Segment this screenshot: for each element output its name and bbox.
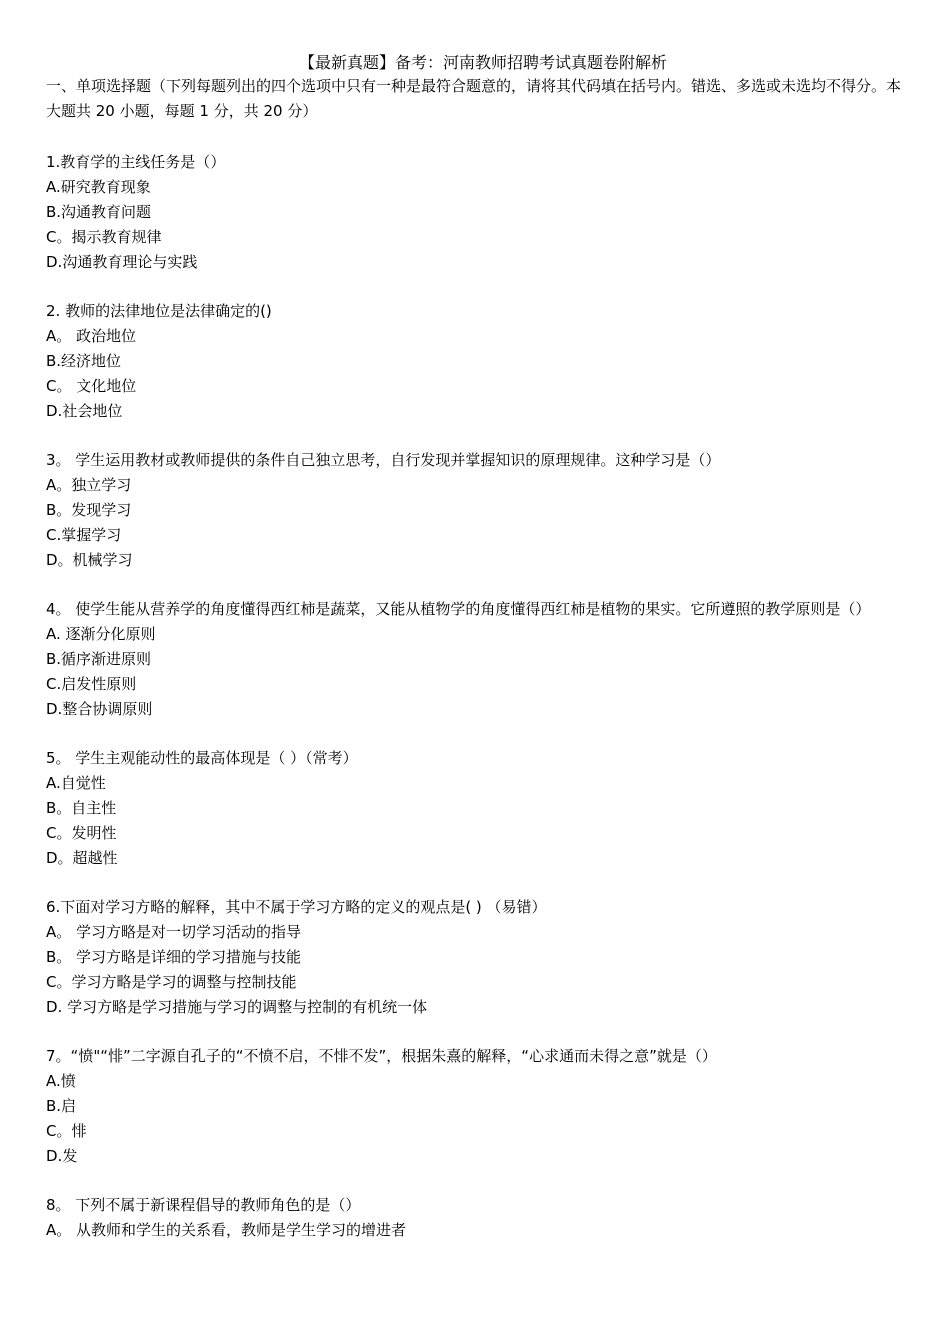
question-text: 6.下面对学习方略的解释，其中不属于学习方略的定义的观点是( ) （易错） xyxy=(46,898,547,916)
option-b: B.经济地位 xyxy=(46,352,122,370)
question-7 xyxy=(46,1044,906,1169)
option-c: C。 文化地位 xyxy=(46,377,137,395)
option-d: D.发 xyxy=(46,1147,78,1165)
question-5 xyxy=(46,746,906,871)
option-a: A。 从教师和学生的关系看，教师是学生学习的增进者 xyxy=(46,1221,407,1239)
option-a: A.自觉性 xyxy=(46,774,106,792)
question-text: 5。 学生主观能动性的最高体现是（ ）（常考） xyxy=(46,749,358,767)
question-2 xyxy=(46,299,906,424)
document-title: 【最新真题】备考：河南教师招聘考试真题卷附解析 xyxy=(298,53,667,72)
option-a: A. 逐渐分化原则 xyxy=(46,625,156,643)
option-d: D.沟通教育理论与实践 xyxy=(46,253,198,271)
option-d: D。机械学习 xyxy=(46,551,133,569)
question-text: 1.教育学的主线任务是（） xyxy=(46,153,226,171)
option-c: C.启发性原则 xyxy=(46,675,137,693)
option-b: B。发现学习 xyxy=(46,501,132,519)
option-b: B.沟通教育问题 xyxy=(46,203,152,221)
document-page xyxy=(46,52,906,1243)
option-b: B。 学习方略是详细的学习措施与技能 xyxy=(46,948,302,966)
question-text: 7。“愤"“悱”二字源自孔子的“不愤不启，不悱不发”，根据朱熹的解释，“心求通而未得之意”就是（） xyxy=(46,1047,717,1065)
question-text: 4。 使学生能从营养学的角度懂得西红柿是蔬菜，又能从植物学的角度懂得西红柿是植物的果实。它所遵照的教学原则是（） xyxy=(46,600,871,618)
question-4 xyxy=(46,597,906,722)
option-d: D.整合协调原则 xyxy=(46,700,153,718)
option-c: C。发明性 xyxy=(46,824,117,842)
option-c: C。学习方略是学习的调整与控制技能 xyxy=(46,973,297,991)
question-3 xyxy=(46,448,906,573)
option-b: B.启 xyxy=(46,1097,77,1115)
question-1 xyxy=(46,150,906,275)
option-c: C。揭示教育规律 xyxy=(46,228,162,246)
question-text: 3。 学生运用教材或教师提供的条件自己独立思考，自行发现并掌握知识的原理规律。这种学习是（） xyxy=(46,451,721,469)
option-a: A。独立学习 xyxy=(46,476,132,494)
option-a: A.愤 xyxy=(46,1072,76,1090)
option-a: A。 学习方略是对一切学习活动的指导 xyxy=(46,923,302,941)
option-b: B.循序渐进原则 xyxy=(46,650,152,668)
option-a: A.研究教育现象 xyxy=(46,178,151,196)
option-d: D.社会地位 xyxy=(46,402,123,420)
section-heading: 一、单项选择题（下列每题列出的四个选项中只有一种是最符合题意的，请将其代码填在括号内。错选、多选或未选均不得分。本大题共 20 小题，每题 1 分，共 20 分） xyxy=(46,77,902,120)
option-c: C。悱 xyxy=(46,1122,87,1140)
question-8 xyxy=(46,1193,906,1243)
question-text: 8。 下列不属于新课程倡导的教师角色的是（） xyxy=(46,1196,361,1214)
option-c: C.掌握学习 xyxy=(46,526,122,544)
option-a: A。 政治地位 xyxy=(46,327,137,345)
question-6 xyxy=(46,895,906,1020)
option-d: D。超越性 xyxy=(46,849,118,867)
option-d: D. 学习方略是学习措施与学习的调整与控制的有机统一体 xyxy=(46,998,428,1016)
option-b: B。自主性 xyxy=(46,799,117,817)
question-text: 2. 教师的法律地位是法律确定的() xyxy=(46,302,272,320)
